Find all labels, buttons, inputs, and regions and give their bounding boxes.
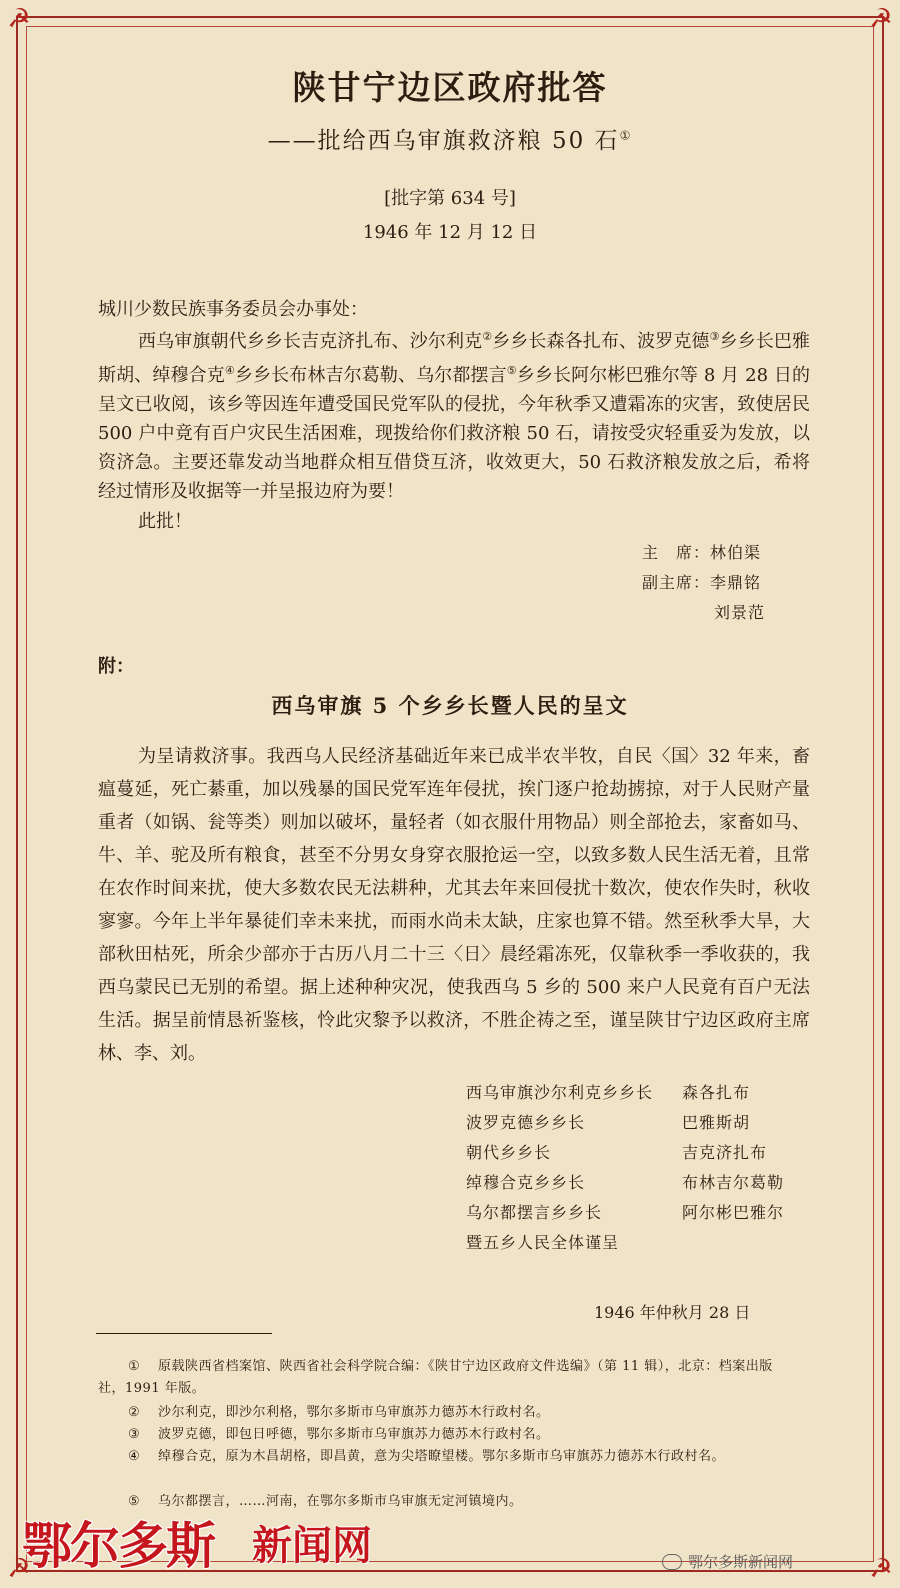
footnote-number: ⑤: [128, 1494, 141, 1509]
footnote-ref: ⑤: [506, 364, 517, 377]
petitioner-row: [466, 1170, 826, 1200]
footnote: [98, 1356, 798, 1400]
petitioner-row: [466, 1110, 826, 1140]
reply-body: [98, 322, 810, 506]
footnote: [98, 1402, 550, 1424]
footnote-ref: ①: [619, 128, 633, 143]
petitioner-role: 朝代乡乡长: [466, 1143, 552, 1162]
wechat-account-name: 鄂尔多斯新闻网: [688, 1553, 794, 1571]
footnote-number: ①: [128, 1359, 141, 1374]
hammer-sickle-icon: ☭: [869, 4, 893, 34]
footnote-text: 沙尔利克，即沙尔利格，鄂尔多斯市乌审旗苏力德苏木行政村名。: [158, 1405, 550, 1420]
body-text: 乡乡长森各扎布、波罗克德: [492, 331, 710, 352]
petitioner-row: [466, 1200, 826, 1230]
hammer-sickle-icon: ☭: [869, 1554, 893, 1584]
footnote-ref: ②: [482, 330, 493, 343]
body-text: 乡乡长布林吉尔葛勒、乌尔都摆言: [234, 365, 507, 386]
doc-number: [批字第 634 号]: [384, 188, 516, 209]
wechat-watermark: [662, 1551, 793, 1572]
signature-vice-chairman-2: 刘景范: [714, 603, 766, 622]
petitioner-row: [466, 1140, 826, 1170]
petitioner-role: 绰穆合克乡乡长: [466, 1173, 586, 1192]
attachment-body: 为呈请救济事。我西乌人民经济基础近年来已成半农半牧，自民〈国〉32 年来，畜瘟蔓延，死亡綦重，加以残暴的国民党军连年侵扰，挨门逐户抢劫掳掠，对于人民财产量重者（如锅、瓮等类）则加以破坏，量轻者（如衣服什用物品）则全部抢去，家畜如马、牛、羊、驼及所有粮食，甚至不分男女身穿衣服抢运一空，以致多数人民生活无着，且常在农作时间来扰，使大多数农民无法耕种，尤其去年来回侵扰十数次，使农作失时，秋收寥寥。今年上半年暴徒们幸未来扰，而雨水尚未太缺，庄家也算不错。然至秋季大旱，大部秋田枯死，所余少部亦于古历八月二十三〈日〉晨经霜冻死，仅靠秋季一季收获的，我西乌蒙民已无别的希望。据上述种种灾况，使我西乌 5 乡的 500 来户人民竟有百户无法生活。据呈前情恳祈鉴核，怜此灾黎予以救济，不胜企祷之至，谨呈陕甘宁边区政府主席林、李、刘。: [98, 746, 810, 1064]
body-text: 乡乡长阿尔彬巴雅尔等 8 月 28 日的呈文已收阅，该乡等因连年遭受国民党军队的侵扰，今年秋季又遭霜冻的灾害，致使居民 500 户中竟有百户灾民生活困难，现拨给你们救济粮 50 石，请按受灾轻重妥为发放，以资济急。主要还靠发动当地群众相互借贷互济，收效更大，50 石救济粮发放之后，希将经过情形及收据等一并呈报边府为要！: [98, 365, 810, 502]
footnote-number: ④: [128, 1449, 141, 1464]
petitioner-row: [466, 1080, 826, 1110]
footnote-number: ②: [128, 1405, 141, 1420]
news-logo: 鄂尔多斯: [22, 1516, 214, 1575]
closing: 此批！: [138, 511, 192, 532]
petitioner-name: 吉克济扎布: [682, 1143, 768, 1162]
footnote-divider: [96, 1333, 272, 1334]
footnote-ref: ③: [709, 330, 720, 343]
petitioner-role: 乌尔都摆言乡乡长: [466, 1203, 603, 1222]
hammer-sickle-icon: ☭: [7, 4, 31, 34]
footnote-text: 波罗克德，即包日呼德，鄂尔多斯市乌审旗苏力德苏木行政村名。: [158, 1427, 550, 1442]
signature-vice-chairman: 副主席：李鼎铭: [642, 573, 762, 592]
footnote-text: 原载陕西省档案馆、陕西省社会科学院合编：《陕甘宁边区政府文件选编》（第 11 辑），北京：档案出版社，1991 年版。: [98, 1359, 773, 1396]
petitioner-role: 波罗克德乡乡长: [466, 1113, 586, 1132]
document-subtitle: [0, 122, 900, 155]
wechat-icon: [662, 1554, 682, 1570]
petitioner-list: [466, 1080, 826, 1260]
attachment-label: 附：: [98, 656, 134, 677]
body-text: 乡乡长巴雅斯胡、绰穆合克: [98, 331, 811, 386]
news-logo-suffix: 新闻网: [252, 1523, 372, 1569]
footnote-text: 绰穆合克，原为木昌胡格，即昌黄，意为尖塔瞭望楼。鄂尔多斯市乌审旗苏力德苏木行政村名。: [158, 1449, 726, 1464]
body-text: 西乌审旗朝代乡乡长吉克济扎布、沙尔利克: [138, 331, 483, 352]
attachment-title: 西乌审旗 5 个乡乡长暨人民的呈文: [271, 693, 629, 718]
subtitle-text: ——批给西乌审旗救济粮 50 石: [267, 128, 620, 154]
doc-date: 1946 年 12 月 12 日: [362, 222, 538, 243]
petitioner-row: [466, 1230, 826, 1260]
petition-date: 1946 年仲秋月 28 日: [594, 1303, 751, 1322]
hammer-sickle-icon: ☭: [7, 1554, 31, 1584]
petitioner-role: 暨五乡人民全体谨呈: [466, 1233, 620, 1252]
petitioner-name: 布林吉尔葛勒: [682, 1173, 785, 1192]
petitioner-name: 巴雅斯胡: [682, 1113, 751, 1132]
signature-chairman: 主 席：林伯渠: [642, 543, 762, 562]
document-title: 陕甘宁边区政府批答: [292, 68, 608, 107]
petitioner-role: 西乌审旗沙尔利克乡乡长: [466, 1083, 654, 1102]
footnote: [98, 1446, 798, 1468]
petitioner-name: 阿尔彬巴雅尔: [682, 1203, 785, 1222]
footnote-text: 乌尔都摆言，……河南，在鄂尔多斯市乌审旗无定河镇境内。: [158, 1494, 523, 1509]
footnote-ref: ④: [224, 364, 235, 377]
footnote: [98, 1424, 550, 1446]
petitioner-name: 森各扎布: [682, 1083, 751, 1102]
footnote-number: ③: [128, 1427, 141, 1442]
addressee: 城川少数民族事务委员会办事处：: [98, 299, 368, 320]
